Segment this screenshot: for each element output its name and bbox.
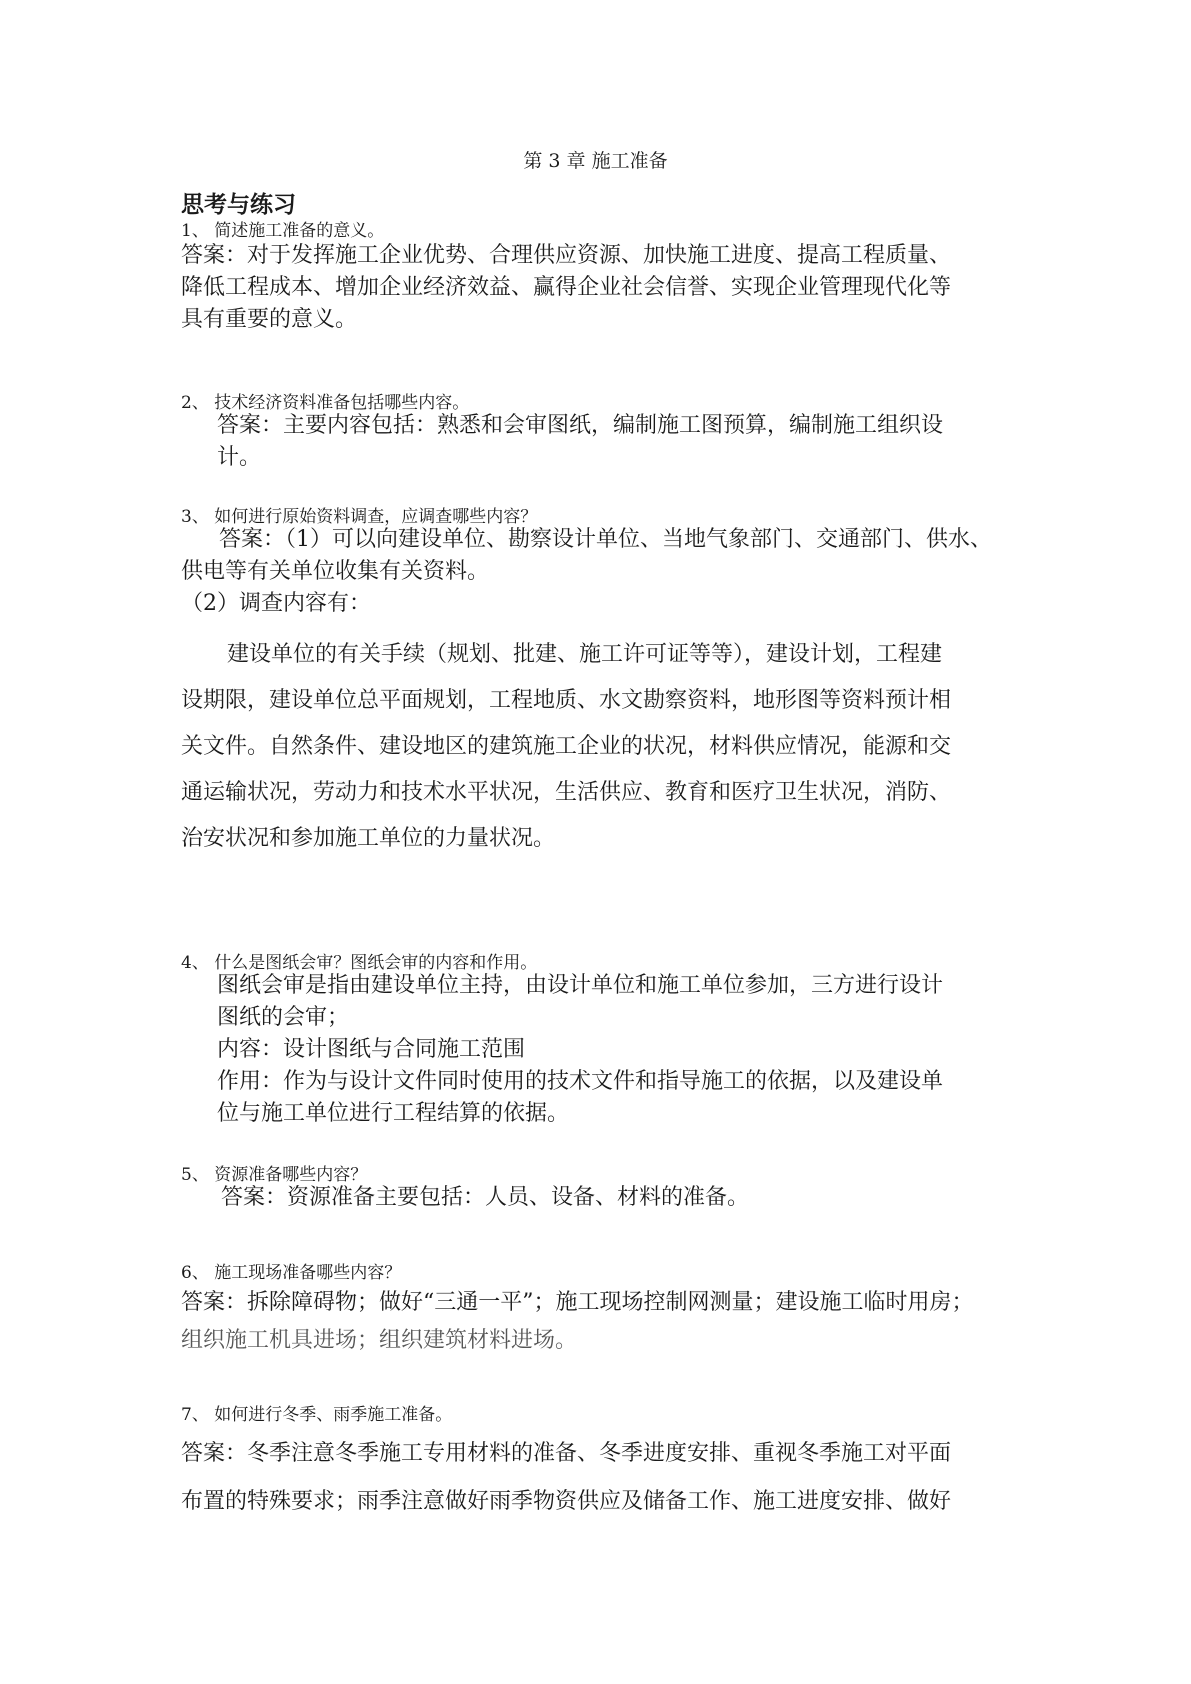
answer-6 — [181, 1284, 1021, 1360]
answer-3 — [181, 524, 1021, 620]
detail-line: 设期限，建设单位总平面规划，工程地质、水文勘察资料，地形图等资料预计相 — [181, 688, 952, 713]
question-5: 5、 资源准备哪些内容？ — [181, 1165, 368, 1185]
answer-line: 组织施工机具进场；组织建筑材料进场。 — [181, 1328, 578, 1353]
answer-7 — [181, 1430, 1021, 1526]
answer-line: 布置的特殊要求；雨季注意做好雨季物资供应及储备工作、施工进度安排、做好 — [181, 1489, 952, 1514]
answer-line: 图纸会审是指由建设单位主持，由设计单位和施工单位参加，三方进行设计 — [217, 973, 944, 998]
answer-line: 图纸的会审； — [217, 1005, 350, 1030]
answer-line: 降低工程成本、增加企业经济效益、赢得企业社会信誉、实现企业管理现代化等 — [181, 275, 952, 300]
investigation-details — [181, 632, 1021, 862]
answer-line: 作用：作为与设计文件同时使用的技术文件和指导施工的依据，以及建设单 — [217, 1069, 944, 1094]
answer-line: 计。 — [217, 445, 262, 470]
answer-line: 答案：（1）可以向建设单位、勘察设计单位、当地气象部门、交通部门、供水、 — [219, 527, 992, 552]
question-7: 7、 如何进行冬季、雨季施工准备。 — [181, 1405, 453, 1425]
answer-line: 答案：资源准备主要包括：人员、设备、材料的准备。 — [221, 1185, 750, 1210]
answer-1 — [181, 240, 1021, 336]
detail-line: 建设单位的有关手续（规划、批建、施工许可证等等），建设计划，工程建 — [227, 642, 943, 667]
answer-line: 内容：设计图纸与合同施工范围 — [217, 1037, 526, 1062]
detail-line: 关文件。自然条件、建设地区的建筑施工企业的状况，材料供应情况，能源和交 — [181, 734, 952, 759]
question-2: 2、 技术经济资料准备包括哪些内容。 — [181, 393, 470, 413]
answer-line: 答案：对于发挥施工企业优势、合理供应资源、加快施工进度、提高工程质量、 — [181, 243, 952, 268]
question-1: 1、 简述施工准备的意义。 — [181, 221, 385, 241]
answer-line: 答案：主要内容包括：熟悉和会审图纸，编制施工图预算，编制施工组织设 — [217, 413, 944, 438]
answer-line: （2）调查内容有： — [181, 591, 371, 616]
answer-line: 答案：拆除障碍物；做好“三通一平”；施工现场控制网测量；建设施工临时用房； — [181, 1290, 974, 1315]
answer-5 — [221, 1182, 1061, 1214]
answer-line: 位与施工单位进行工程结算的依据。 — [217, 1101, 570, 1126]
answer-line: 供电等有关单位收集有关资料。 — [181, 559, 490, 584]
answer-line: 答案：冬季注意冬季施工专用材料的准备、冬季进度安排、重视冬季施工对平面 — [181, 1441, 952, 1466]
answer-line: 具有重要的意义。 — [181, 307, 358, 332]
question-4: 4、 什么是图纸会审？图纸会审的内容和作用。 — [181, 953, 538, 973]
answer-2 — [217, 410, 1021, 474]
detail-line: 通运输状况，劳动力和技术水平状况，生活供应、教育和医疗卫生状况，消防、 — [181, 780, 952, 805]
question-6: 6、 施工现场准备哪些内容？ — [181, 1263, 402, 1283]
section-heading: 思考与练习 — [181, 192, 296, 218]
answer-4 — [217, 970, 1021, 1130]
detail-line: 治安状况和参加施工单位的力量状况。 — [181, 826, 556, 851]
chapter-title: 第 3 章 施工准备 — [523, 150, 668, 172]
question-3: 3、 如何进行原始资料调查，应调查哪些内容？ — [181, 507, 538, 527]
